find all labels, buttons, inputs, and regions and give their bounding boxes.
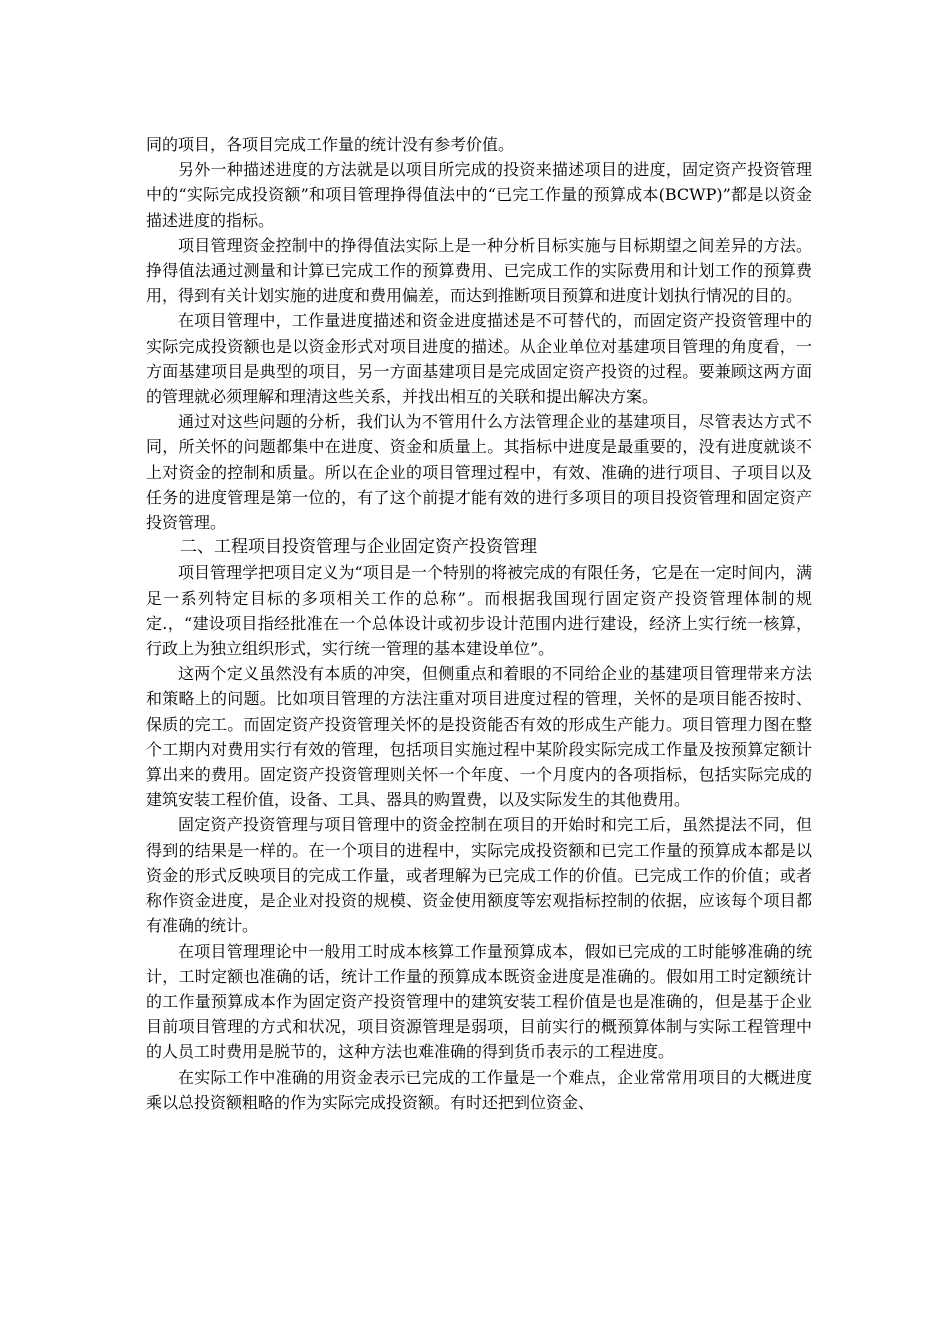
section-heading: 二、工程项目投资管理与企业固定资产投资管理 <box>180 537 537 558</box>
paragraph: 这两个定义虽然没有本质的冲突，但侧重点和着眼的不同给企业的基建项目管理带来方法和策略上的问题。比如项目管理的方法注重对项目进度过程的管理，关怀的是项目能否按时、保质的完工。而固定资产投资管理关怀的是投资能否有效的形成生产能力。项目管理力图在整个工期内对费用实行有效的管理，包括项目实施过程中某阶段实际完成工作量及按预算定额计算出来的费用。固定资产投资管理则关怀一个年度、一个月度内的各项指标，包括实际完成的建筑安装工程价值，设备、工具、器具的购置费，以及实际发生的其他费用。 <box>146 664 812 810</box>
paragraph: 项目管理资金控制中的挣得值法实际上是一种分析目标实施与目标期望之间差异的方法。挣得值法通过测量和计算已完成工作的预算费用、已完成工作的实际费用和计划工作的预算费用，得到有关计划实施的进度和费用偏差，而达到推断项目预算和进度计划执行情况的目的。 <box>146 235 812 306</box>
paragraph: 在项目管理理论中一般用工时成本核算工作量预算成本，假如已完成的工时能够准确的统计，工时定额也准确的话，统计工作量的预算成本既资金进度是准确的。假如用工时定额统计的工作量预算成本作为固定资产投资管理中的建筑安装工程价值是也是准确的，但是基于企业目前项目管理的方式和状况，项目资源管理是弱项，目前实行的概预算体制与实际工程管理中的人员工时费用是脱节的，这种方法也难准确的得到货币表示的工程进度。 <box>146 941 812 1062</box>
paragraph: 在实际工作中准确的用资金表示已完成的工作量是一个难点，企业常常用项目的大概进度乘以总投资额粗略的作为实际完成投资额。有时还把到位资金、 <box>146 1067 812 1112</box>
paragraph: 同的项目，各项目完成工作量的统计没有参考价值。 <box>146 135 515 154</box>
document-body <box>146 132 812 1115</box>
paragraph: 项目管理学把项目定义为“项目是一个特别的将被完成的有限任务，它是在一定时间内，满足一系列特定目标的多项相关工作的总称”。而根据我国现行固定资产投资管理体制的规定.，“建设项目指经批准在一个总体设计或初步设计范围内进行建设，经济上实行统一核算，行政上为独立组织形式，实行统一管理的基本建设单位”。 <box>146 563 812 659</box>
paragraph: 通过对这些问题的分析，我们认为不管用什么方法管理企业的基建项目，尽管表达方式不同，所关怀的问题都集中在进度、资金和质量上。其指标中进度是最重要的，没有进度就谈不上对资金的控制和质量。所以在企业的项目管理过程中，有效、准确的进行项目、子项目以及任务的进度管理是第一位的，有了这个前提才能有效的进行多项目的项目投资管理和固定资产投资管理。 <box>146 412 812 533</box>
paragraph: 在项目管理中，工作量进度描述和资金进度描述是不可替代的，而固定资产投资管理中的实际完成投资额也是以资金形式对项目进度的描述。从企业单位对基建项目管理的角度看，一方面基建项目是典型的项目，另一方面基建项目是完成固定资产投资的过程。要兼顾这两方面的管理就必须理解和理清这些关系，并找出相互的关联和提出解决方案。 <box>146 311 812 407</box>
paragraph: 另外一种描述进度的方法就是以项目所完成的投资来描述项目的进度，固定资产投资管理中的“实际完成投资额”和项目管理挣得值法中的“已完工作量的预算成本(BCWP)”都是以资金描述进度的指标。 <box>146 160 812 230</box>
paragraph: 固定资产投资管理与项目管理中的资金控制在项目的开始时和完工后，虽然提法不同，但得到的结果是一样的。在一个项目的进程中，实际完成投资额和已完工作量的预算成本都是以资金的形式反映项目的完成工作量，或者理解为已完成工作的价值。已完成工作的价值；或者称作资金进度，是企业对投资的规模、资金使用额度等宏观指标控制的依据，应该每个项目都有准确的统计。 <box>146 815 812 936</box>
